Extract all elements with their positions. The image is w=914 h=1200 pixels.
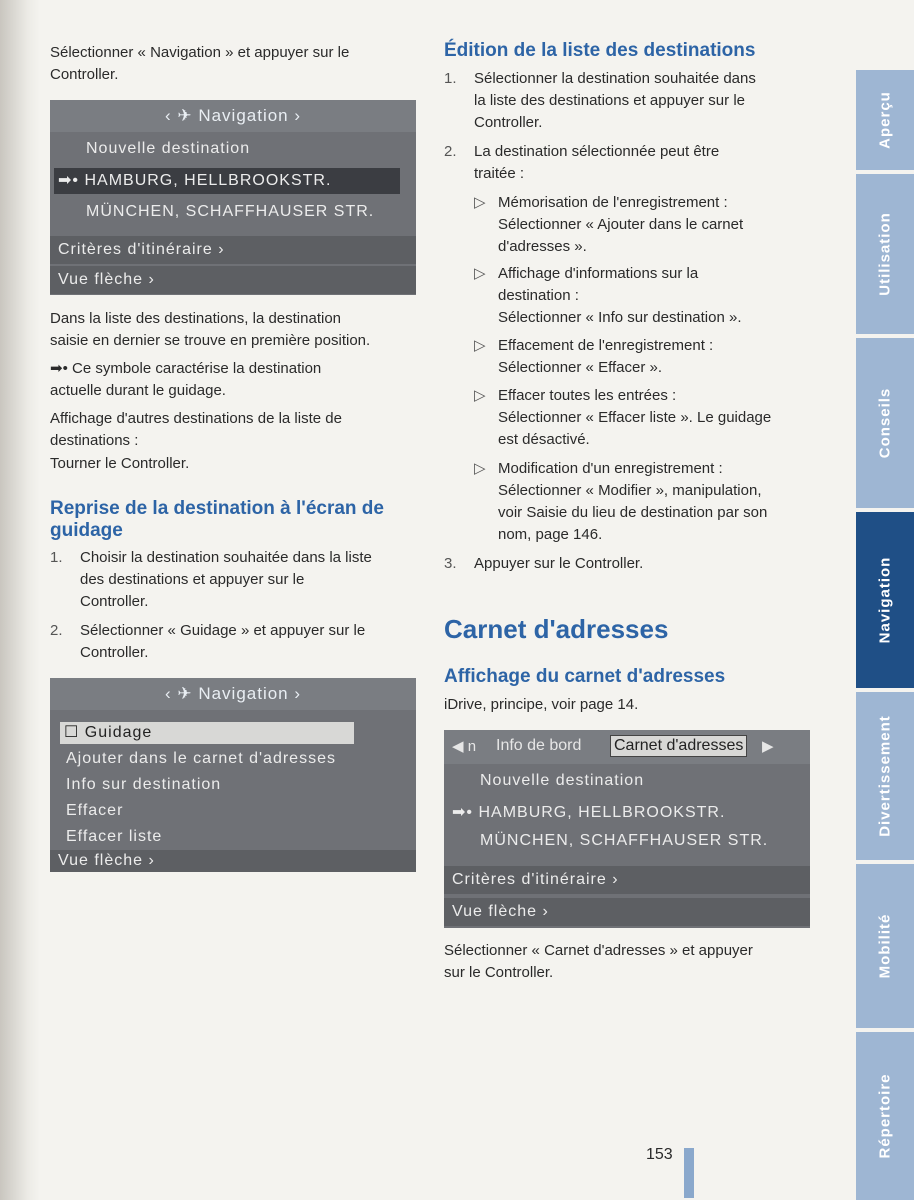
option-add-to-address-book: Ajouter dans le carnet d'adresses: [66, 750, 336, 767]
list-item-current: ➡• HAMBURG, HELLBROOKSTR.: [452, 804, 726, 821]
navigation-screen-2: [50, 678, 416, 872]
tab-utilisation[interactable]: Utilisation: [856, 174, 914, 334]
option-destination-info: Info sur destination: [66, 776, 222, 793]
bullet-destination-info: ▷ Affichage d'informations sur la destination : Sélectionner « Info sur destination ».: [474, 265, 742, 326]
current-destination-marker: ➡•: [452, 804, 474, 821]
para2-line-1: ➡• Ce symbole caractérise la destination: [50, 360, 322, 377]
closing-line-2: sur le Controller.: [444, 964, 554, 981]
screen-title: ‹ ✈ Navigation ›: [50, 100, 416, 132]
screen-title: ‹ ✈ Navigation ›: [50, 678, 416, 710]
chapter-tabs: [856, 0, 914, 1200]
heading-show-address-book: Affichage du carnet d'adresses: [444, 666, 726, 687]
tab-navigation[interactable]: Navigation: [856, 512, 914, 688]
bullet-delete-entry: ▷ Effacement de l'enregistrement : Sélectionner « Effacer ».: [474, 337, 714, 376]
page-number-bar: [684, 1148, 694, 1198]
step-2: 2. Sélectionner « Guidage » et appuyer sur le Controller.: [50, 622, 366, 661]
list-item: Nouvelle destination: [480, 772, 645, 789]
section-title-address-book: Carnet d'adresses: [444, 614, 669, 644]
tab-info-de-bord: Info de bord: [496, 737, 582, 754]
tab-mobilite[interactable]: Mobilité: [856, 864, 914, 1028]
intro-line-2: Controller.: [50, 66, 119, 83]
tab-conseils[interactable]: Conseils: [856, 338, 914, 508]
list-item-current: ➡• HAMBURG, HELLBROOKSTR.: [54, 168, 400, 194]
option-delete: Effacer: [66, 802, 124, 819]
tab-apercu[interactable]: Aperçu: [856, 70, 914, 170]
page-number: 153: [646, 1146, 673, 1163]
idrive-reference: iDrive, principe, voir page 14.: [444, 696, 639, 713]
para3-line-2: destinations :: [50, 432, 139, 449]
triangle-icon: ▷: [474, 265, 486, 282]
option-guidage: ☐ Guidage: [60, 722, 354, 744]
navigation-screen-1: [50, 100, 416, 295]
triangle-icon: ▷: [474, 337, 486, 354]
para2-line-2: actuelle durant le guidage.: [50, 382, 226, 399]
bullet-delete-all: ▷ Effacer toutes les entrées : Sélectionner « Effacer liste ». Le guidage est désactivé.: [474, 387, 772, 448]
para3-line-3: Tourner le Controller.: [50, 455, 190, 472]
menu-arrow-view: Vue flèche ›: [50, 850, 416, 872]
para3-line-1: Affichage d'autres destinations de la liste de: [50, 410, 342, 427]
list-item: Nouvelle destination: [86, 140, 251, 157]
bullet-modify-entry: ▷ Modification d'un enregistrement : Sélectionner « Modifier », manipulation, voir Saisie du lieu de destination par son nom, page 146.: [474, 460, 768, 543]
tab-left-arrow-icon: ◀ n: [452, 738, 477, 755]
triangle-icon: ▷: [474, 194, 486, 211]
edit-step-2: 2. La destination sélectionnée peut être traitée :: [444, 143, 720, 182]
heading-reprise-line-2: guidage: [50, 520, 123, 541]
edit-step-3: 3. Appuyer sur le Controller.: [444, 555, 644, 572]
closing-line-1: Sélectionner « Carnet d'adresses » et appuyer: [444, 942, 753, 959]
tab-divertissement[interactable]: Divertissement: [856, 692, 914, 860]
heading-reprise-line-1: Reprise de la destination à l'écran de: [50, 498, 384, 519]
screen-tab-bar: [444, 730, 810, 764]
para1-line-2: saisie en dernier se trouve en première position.: [50, 332, 371, 349]
triangle-icon: ▷: [474, 460, 486, 477]
intro-line-1: Sélectionner « Navigation » et appuyer sur le: [50, 44, 350, 61]
edit-step-1: 1. Sélectionner la destination souhaitée dans la liste des destinations et appuyer sur le Controller.: [444, 70, 756, 131]
checkbox-icon: ☐: [64, 724, 80, 741]
list-item: MÜNCHEN, SCHAFFHAUSER STR.: [480, 832, 769, 849]
tab-carnet-adresses: Carnet d'adresses: [610, 735, 747, 757]
tab-repertoire[interactable]: Répertoire: [856, 1032, 914, 1200]
para1-line-1: Dans la liste des destinations, la destination: [50, 310, 342, 327]
current-destination-marker: ➡•: [58, 172, 80, 189]
menu-arrow-view: Vue flèche ›: [444, 898, 810, 926]
tab-right-arrow-icon: ▶: [762, 738, 774, 755]
menu-arrow-view: Vue flèche ›: [50, 266, 416, 294]
address-book-screen: [444, 730, 810, 928]
heading-edit-destinations: Édition de la liste des destinations: [444, 40, 756, 61]
option-delete-list: Effacer liste: [66, 828, 163, 845]
menu-route-criteria: Critères d'itinéraire ›: [50, 236, 416, 264]
bullet-save-entry: ▷ Mémorisation de l'enregistrement : Sélectionner « Ajouter dans le carnet d'adresses ».: [474, 194, 744, 255]
list-item: MÜNCHEN, SCHAFFHAUSER STR.: [86, 203, 375, 220]
step-1: 1. Choisir la destination souhaitée dans la liste des destinations et appuyer sur le Controller.: [50, 549, 372, 610]
menu-route-criteria: Critères d'itinéraire ›: [444, 866, 810, 894]
page-gutter: [0, 0, 40, 1200]
triangle-icon: ▷: [474, 387, 486, 404]
